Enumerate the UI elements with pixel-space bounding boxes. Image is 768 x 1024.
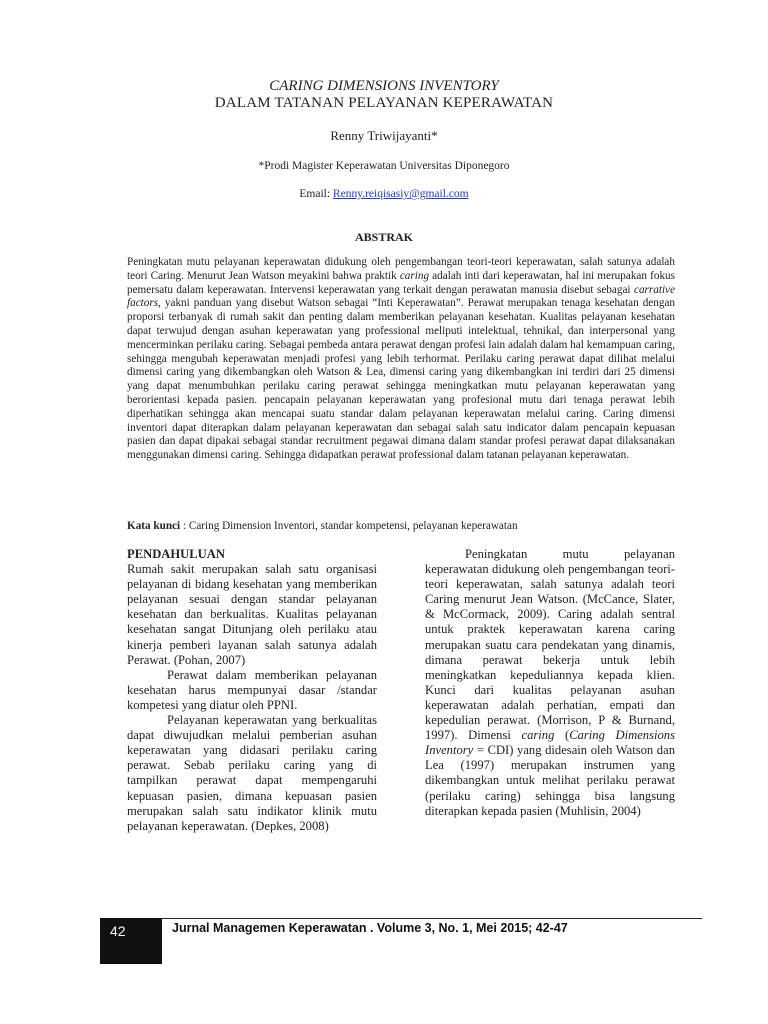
journal-citation: Jurnal Managemen Keperawatan . Volume 3, No. 1, Mei 2015; 42-47 <box>172 921 568 935</box>
paragraph-part: = CDI) yang didesain oleh Watson dan Lea (1997) merupakan instrumen yang dikembangkan untuk melihat perilaku perawat (perilaku caring) sehingga bisa langsung diterapkan kepada pasien (Muhlisin, 2004) <box>425 743 675 818</box>
left-column <box>127 547 377 834</box>
paragraph-part: ( <box>554 728 570 743</box>
abstract-text-c: , yakni panduan yang disebut Watson sebagai “Inti Keperawatan”. Perawat merupakan tenaga kesehatan dengan proporsi terbanyak di rumah sakit dan penting dalam memberikan pelayanan kesehatan. Kualitas pelayanan kesehatan dapat terwujud dengan asuhan keperawatan yang professional meliputi intelektual, tehnikal, dan interpersonal yang mencerminkan perilaku caring. Sebagai pembeda antara perawat dengan profesi lain adalah dalam hal kemampuan caring, sehingga mengubah keperawatan menjadi profesi yang lebih terhormat. Perilaku caring perawat dapat dilihat melalui dimensi caring yang dikembangkan oleh Watson & Lea, dimensi caring yang dikembangkan ini terdiri dari 25 dimensi yang dapat menumbuhkan perilaku caring perawat sehingga meningkatkan mutu pelayanan keperawatan yang berorientasi kepada pasien. pencapain pelayanan keperawatan yang profesional mutu dari tenaga perawat lebih diperhatikan sehingga akan mencapai suatu standar dalam pelayanan keperawatan melalui caring. Caring dimensi inventori dapat diterapkan dalam pelayanan keperawatan dan sebagai salah satu indicator dalam pencapain kepuasan pasien dan dapat dipakai sebagai standar recruitment pegawai dimana dalam standar profesi perawat dapat dilaksanakan menggunakan dimensi caring. Sehingga didapatkan perawat professional dalam tatanan pelayanan keperawatan. <box>127 297 675 462</box>
title-line-1: CARING DIMENSIONS INVENTORY <box>269 78 499 94</box>
abstract-text-b: adalah inti dari keperawatan, hal ini merupakan fokus pemersatu dalam keperawatan. Intervensi keperawatan yang terkait dengan perawatan manusia disebut sebagai <box>127 269 675 296</box>
author-email <box>0 188 768 200</box>
abstract-text <box>127 256 675 463</box>
abstract-italic-carrative: carrative factors <box>127 283 675 310</box>
keywords-text: : Caring Dimension Inventori, standar kompetensi, pelayanan keperawatan <box>180 520 518 532</box>
paragraph <box>425 547 675 819</box>
abstract-text-a: Peningkatan mutu pelayanan keperawatan didukung oleh pengembangan teori-teori keperawatan, salah satunya adalah teori Caring. Menurut Jean Watson meyakini bahwa praktik <box>127 256 675 282</box>
abstract-heading: ABSTRAK <box>354 230 413 244</box>
paragraph: Pelayanan keperawatan yang berkualitas dapat diwujudkan melalui pemberian asuhan keperawatan yang didasari perilaku caring perawat. Sebab perilaku caring yang di tampilkan perawat dapat mempengaruhi kepuasan pasien, dimana kepuasan pasien merupakan salah satu indikator klinik mutu pelayanan keperawatan. (Depkes, 2008) <box>127 713 377 833</box>
title-line-2: DALAM TATANAN PELAYANAN KEPERAWATAN <box>214 95 554 111</box>
right-column <box>425 547 675 819</box>
italic-cdi: Caring Dimensions Inventory <box>425 728 675 758</box>
author-name: Renny Triwijayanti* <box>330 128 438 143</box>
page-number-box <box>100 918 162 964</box>
email-link[interactable]: Renny.reiqisasiy@gmail.com <box>332 188 469 200</box>
paragraph: Perawat dalam memberikan pelayanan kesehatan harus mempunyai dasar /standar kompetesi yang diatur oleh PPNI. <box>127 667 377 712</box>
page-number: 42 <box>110 923 126 939</box>
keywords <box>127 519 687 533</box>
section-heading-pendahuluan: PENDAHULUAN <box>127 547 225 561</box>
italic-caring: caring <box>521 728 555 743</box>
author-affiliation: *Prodi Magister Keperawatan Universitas Diponegoro <box>258 160 510 172</box>
abstract-italic-caring: caring <box>399 269 430 282</box>
footer-rule <box>100 918 702 919</box>
keywords-label: Kata kunci <box>127 520 181 532</box>
paragraph-part: Peningkatan mutu pelayanan keperawatan didukung oleh pengembangan teori-teori keperawatan, salah satunya adalah teori Caring menurut Jean Watson. (McCance, Slater, & McCormack, 2009). Caring adalah sentral untuk praktek keperawatan karena caring merupakan suatu cara pendekatan yang dinamis, dimana perawat bekerja untuk lebih meningkatkan kepeduliannya kepada klien. Kunci dari kualitas pelayanan asuhan keperawatan adalah perhatian, empati dan kepedulian perawat. (Morrison, P & Burnand, 1997). Dimensi <box>425 547 675 743</box>
paragraph: Rumah sakit merupakan salah satu organisasi pelayanan di bidang kesehatan yang memberikan pelayanan sesuai dengan standar pelayanan kesehatan dan berkualitas. Kualitas pelayanan kesehatan sangat Ditunjang oleh perilaku atau kinerja pemberi layanan salah satunya adalah Perawat. (Pohan, 2007) <box>127 562 377 667</box>
email-label: Email: <box>299 188 333 200</box>
